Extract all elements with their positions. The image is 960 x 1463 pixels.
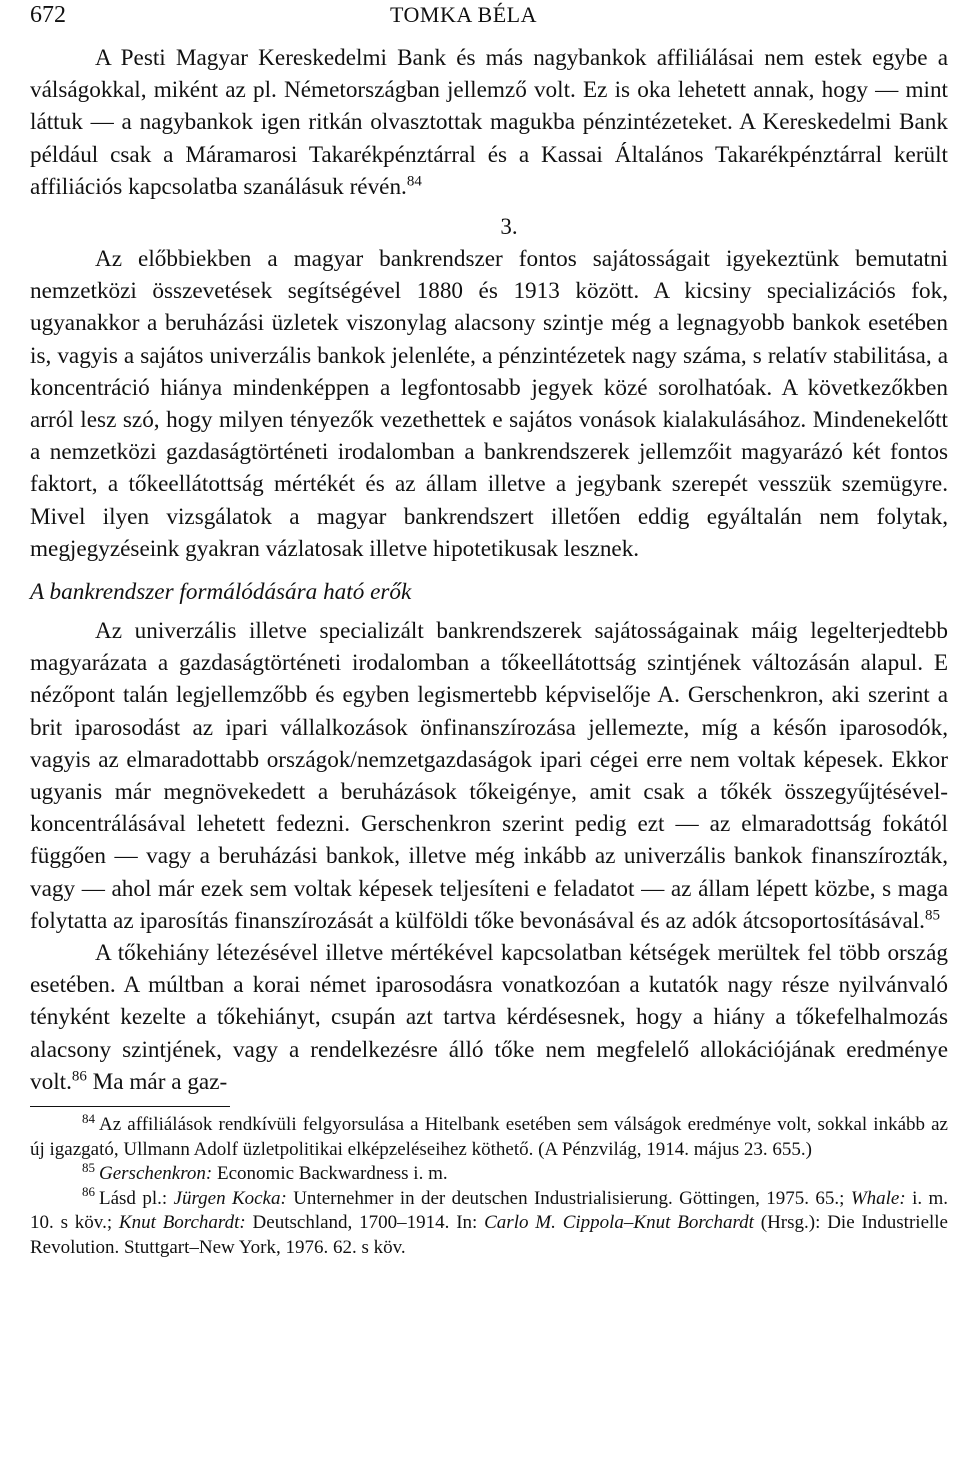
- footnote-text: Lásd pl.:: [99, 1187, 174, 1209]
- footnote-text: (Hrsg.): Die Industrielle Revolution. Stuttgart–New York, 1976. 62. s köv.: [30, 1212, 948, 1258]
- section-number: 3.: [500, 214, 518, 240]
- main-text: [30, 42, 948, 1098]
- footnote-author: Knut Borchardt:: [118, 1212, 246, 1234]
- paragraph: [30, 615, 948, 937]
- footnote-text: Economic Backwardness i. m.: [212, 1163, 448, 1185]
- paragraph-text: Az előbbiekben a magyar bankrendszer fontos sajátosságait igyekeztünk bemutatni nemzetközi összevetések segítségével 1880 és 1913 között. A kicsiny specializációs fok, ugyanakkor a beruházási üzletek viszonylag alacsony szintje még a legnagyobb bankok esetében is, vagyis a sajátos univerzális bankok jelenléte, a pénzintézetek nagy száma, s relatív stabilitása, a koncentráció hiánya mindenképpen a legfontosabb jegyek közé sorolhatóak. A következőkben arról lesz szó, hogy milyen tényezők vezethettek e sajátos vonások kialakulásához. Mindenekelőtt a nemzetközi gazdaságtörténeti irodalomban a bankrendszerek jellemzőit magyarázó két fontos faktort, a tőkeellátottság mértékét és az állam illetve a jegybank szerepét vesszük szemügyre. Mivel ilyen vizsgálatok a magyar bankrendszert illetően eddig egyáltalán nem folytak, megjegyzéseink gyakran vázlatosak illetve hipotetikusak lesznek.: [30, 246, 948, 562]
- footnote-author: Gerschenkron:: [99, 1163, 213, 1185]
- footnote-number: 85: [82, 1159, 95, 1175]
- footnote-ref: 85: [924, 907, 940, 924]
- footnotes: [30, 1110, 949, 1260]
- page-header: [30, 0, 948, 42]
- paragraph-text: Az univerzális illetve specializált bankrendszerek sajátosságainak máig legelterjedtebb magyarázata a gazdaságtörténeti irodalomban a tőkeellátottság szintjének változásán alapul. E nézőpont talán legjellemzőbb és egyben legismertebb képviselője A. Gerschenkron, aki szerint a brit iparosodást az ipari vállalkozások önfinanszírozása jellemezte, míg a későn iparosodók, vagyis az elmaradottabb országok/nemzetgazdaságok ipari cégei erre nem voltak képesek. Ekkor ugyanis már megnövekedett a beruházások tőkeigénye, amit csak a tőkék összegyűjtésével-koncentrálásával lehetett fedezni. Gerschenkron szerint pedig ezt — az elmaradottság fokától függően — vagy a beruházási bankok, illetve még inkább az univerzális bankok finanszírozták, vagy — ahol már ezek sem voltak képesek teljesíteni e feladatot — az állam lépett közbe, s maga folytatta az iparosítás finanszírozását a külföldi tőke bevonásával és az adók átcsoportosításával.: [30, 618, 948, 934]
- paragraph-text: Ma már a gaz-: [86, 1068, 228, 1095]
- footnote-ref: 86: [71, 1068, 87, 1085]
- footnote-84: [30, 1110, 948, 1162]
- footnote-text: i. m. 10. s köv.;: [30, 1187, 949, 1234]
- paragraph-text: A Pesti Magyar Kereskedelmi Bank és más nagybankok affiliálásai nem estek egybe a válságokkal, miként az pl. Németországban jellemző volt. Ez is oka lehetett annak, hogy — mint láttuk — a nagybankok igen ritkán olvasztottak magukba pénzintézeteket. A Kereskedelmi Bank például csak a Máramarosi Takarékpénztárral és a Kassai Általános Takarékpénztárral került affiliációs kapcsolatba szanálásuk révén.: [30, 45, 948, 200]
- footnote-number: 86: [82, 1184, 95, 1200]
- paragraph: [30, 243, 948, 565]
- footnote-divider: [30, 1106, 230, 1107]
- footnote-number: 84: [82, 1110, 95, 1126]
- footnote-author: Whale:: [850, 1187, 906, 1209]
- section-heading: A bankrendszer formálódására ható erők: [30, 579, 412, 606]
- footnote-86: [30, 1184, 949, 1261]
- footnote-ref: 84: [406, 173, 422, 190]
- running-head: TOMKA BÉLA: [390, 2, 537, 27]
- footnote-text: Deutschland, 1700–1914. In:: [245, 1212, 485, 1234]
- footnote-text: Unternehmer in der deutschen Industrialisierung. Göttingen, 1975. 65.;: [286, 1187, 851, 1209]
- footnote-author: Carlo M. Cippola–Knut Borchardt: [484, 1212, 754, 1234]
- footnote-author: Jürgen Kocka:: [173, 1187, 287, 1209]
- paragraph-text: A tőkehiány létezésével illetve mértékével kapcsolatban kétségek merültek fel több ország esetében. A múltban a korai német iparosodásra vonatkozóan a kutatók nagy része nyilvánvaló tényként kezelte a tőkehiányt, csupán azt tartva kérdésesnek, hogy a hiány a tőkefelhalmozás alacsony szintjének, vagy a rendelkezésre álló tőke nem megfelelő allokációjának eredménye volt.: [30, 940, 948, 1095]
- paragraph: [30, 42, 948, 203]
- page-number: 672: [30, 2, 66, 28]
- paragraph: [30, 937, 948, 1098]
- footnote-text: Az affiliálások rendkívüli felgyorsulása a Hitelbank esetében sem válságok eredménye volt, sokkal inkább az új igazgató, Ullmann Adolf üzletpolitikai elképzeléseihez köthető. (A Pénzvilág, 1914. május 23. 655.): [30, 1114, 948, 1160]
- footnote-85: [30, 1159, 948, 1187]
